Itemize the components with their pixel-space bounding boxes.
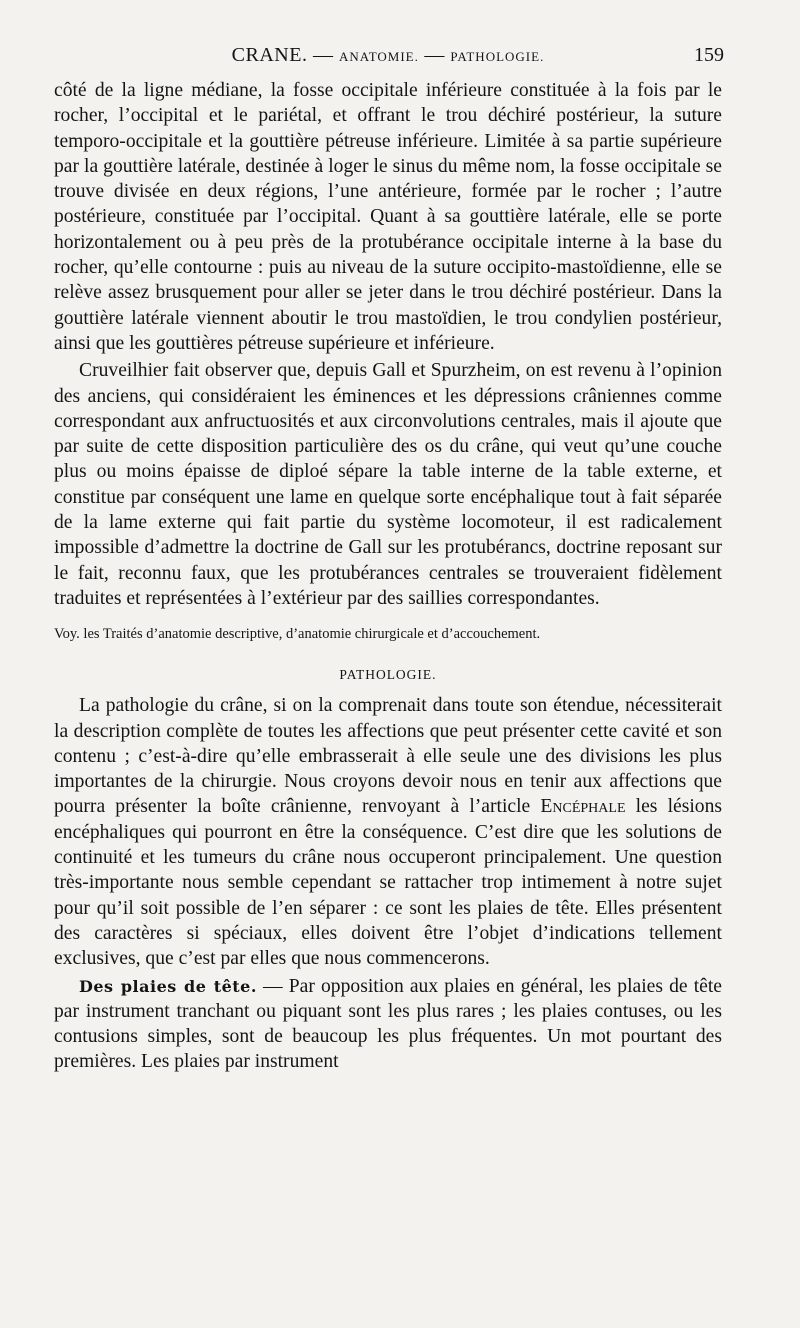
page-number: 159 (694, 44, 724, 66)
title-dash: — (424, 44, 445, 66)
paragraph-pathologie-text-a: La pathologie du crâne, si on la comprenait dans toute son étendue, nécessiterait la description complète de toutes les affections que peut présenter cette cavité et son contenu ; c’est-à-dire qu’elle embrasserait à elle seule une des divisions les plus importantes de la chirurgie. Nous croyons devoir nous en tenir aux affections que pourra présenter la boîte crânienne, renvoyant à l’article (54, 695, 722, 818)
bibliographic-note: Voy. les Traités d’anatomie descriptive, d’anatomie chirurgicale et d’accouchement. (54, 626, 541, 643)
heading-dash: — (263, 975, 283, 997)
paragraph-pathologie-text-b: les lésions encéphaliques qui pourront en être la conséquence. C’est dire que les solutions de continuité et les tumeurs du crâne nous occuperont principalement. Une question très-importante nous semble cependant se rattacher trop intimement à notre sujet pour qu’il soit possible de l’en séparer : ce sont les plaies de tête. Elles présentent des caractères si spéciaux, elles doivent être l’objet d’indications tellement exclusives, que c’est par elles que nous commencerons. (54, 796, 723, 970)
paragraph-plaies-text: Par opposition aux plaies en général, les plaies de tête par instrument tranchant ou piquant sont les plus rares ; les plaies contuses, ou les contusions simples, sont de beaucoup les plus fréquentes. Un mot pourtant des premières. Les plaies par instrument (54, 975, 722, 1073)
running-header (54, 38, 722, 76)
paragraph-cruveilhier: Cruveilhier fait observer que, depuis Gall et Spurzheim, on est revenu à l’opinion des anciens, qui considéraient les éminences et les dépressions crâniennes comme correspondant aux anfructuosités et aux circonvolutions centrales, mais il ajoute que par suite de cette disposition particulière des os du crâne, qui veut qu’une couche plus ou moins épaisse de diploé sépare la table interne de la table externe, et constitue par conséquent une lame en quelque sorte encéphalique tout à fait séparée de la lame externe qui fait partie du système locomoteur, il est radicalement impossible d’admettre la doctrine de Gall sur les protubérancs, doctrine reposant sur le fait, reconnu faux, que les protubérances centrales se trouveraient fidèlement traduites et représentées à l’extérieur par des saillies correspondantes. (54, 360, 722, 609)
title-pathologie: PATHOLOGIE. (450, 49, 545, 64)
title-anatomie: ANATOMIE. (338, 49, 419, 64)
paragraph-fosse-occipitale: côté de la ligne médiane, la fosse occipitale inférieure constituée à la fois par le rocher, l’occipital et le pariétal, et offrant le trou déchiré postérieur, la suture temporo-occipitale et la gouttière pétreuse inférieure. Limitée à sa partie supérieure par la gouttière latérale, destinée à loger le sinus du même nom, la fosse occipitale se trouve divisée en deux régions, l’une antérieure, formée par le rocher ; l’autre postérieure, constituée par l’occipital. Quant à sa gouttière latérale, elle se porte horizontalement ou à peu près de la protubérance occipitale interne à la base du rocher, qu’elle contourne : puis au niveau de la suture occipito-mastoïdienne, elle se relève assez brusquement pour aller se jeter dans le trou déchiré postérieur. Dans la gouttière latérale viennent aboutir le trou mastoïdien, le trou condylien postérieur, ainsi que les gouttières pétreuse supérieure et inférieure. (54, 80, 722, 354)
title-dash: — (312, 44, 334, 66)
running-title (54, 44, 722, 67)
paragraph-plaies-de-tete (54, 974, 722, 1075)
section-heading: PATHOLOGIE. (339, 667, 437, 683)
title-crane: CRANE. (231, 44, 308, 66)
subsection-heading: Des plaies de tête. (79, 976, 257, 996)
paragraph-pathologie (54, 693, 722, 971)
cross-reference-encephale: Encéphale (540, 796, 626, 818)
